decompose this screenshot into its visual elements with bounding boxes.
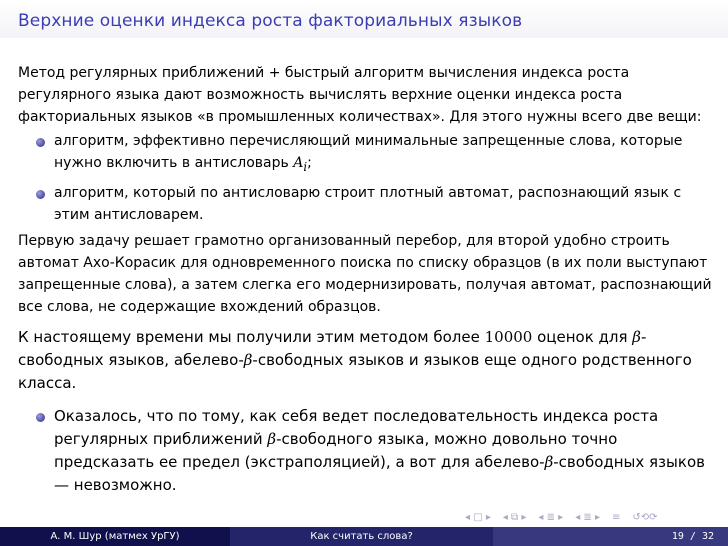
list-item (18, 405, 718, 497)
section-next-nav-button[interactable]: ◂ ≣ ▸ (575, 512, 600, 523)
bullet-icon (36, 190, 45, 199)
bullet2-part3: -свободных языков — невозможно. (54, 452, 705, 494)
align-icon[interactable]: ≡ (611, 512, 621, 523)
bullet-icon (36, 413, 45, 422)
bullet-icon (36, 138, 45, 147)
beta-symbol: β (544, 452, 554, 471)
slide-header (0, 0, 728, 38)
bullet-text: алгоритм, который по антисловарю строит плотный автомат, распознающий язык с этим антисловарем. (54, 184, 682, 223)
third-paragraph (18, 326, 718, 395)
bullet2-part1: Оказалось, что по тому, как себя ведет последовательность индекса роста регулярных приближений (54, 406, 659, 448)
para3-part2: оценок для (532, 327, 633, 346)
footer-author: А. М. Шур (матмех УрГУ) (0, 527, 230, 546)
bullet-tail: ; (307, 155, 312, 171)
para3-part4: -свободных языков и языков еще одного родственного класса. (18, 350, 692, 392)
beta-symbol: β (632, 327, 641, 346)
subsection-nav-button[interactable]: ◂ ⧉ ▸ (502, 512, 527, 523)
second-paragraph: Первую задачу решает грамотно организованный перебор, для второй удобно строить автомат Ахо-Корасик для одновременного поиска по списку образцов (в их поли выступают запрещенные слова), а затем слегка его модернизировать, получая автомат, распознающий все слова, не содержащие вхождений образцов. (18, 232, 712, 315)
beta-symbol: β (267, 429, 277, 448)
math-symbol: A (293, 155, 304, 171)
list-item (18, 182, 718, 226)
requirements-list (18, 130, 718, 226)
intro-paragraph: Метод регулярных приближений + быстрый алгоритм вычисления индекса роста регулярного языка дают возможность вычислять верхние оценки индекса роста факториальных языков «в промышленных количествах». Для этого нужны всего две вещи: (18, 65, 702, 125)
search-icon[interactable]: ↺⟲⟳ (632, 512, 658, 523)
slide-body (18, 62, 718, 501)
slide-footer (0, 527, 728, 546)
section-prev-nav-button[interactable]: ◂ ≣ ▸ (538, 512, 564, 523)
beta-symbol: β (243, 350, 253, 369)
footer-talk-title: Как считать слова? (230, 527, 493, 546)
frame-nav-button[interactable]: ◂ □ ▸ (465, 512, 491, 523)
list-item (18, 130, 718, 178)
bullet-text: алгоритм, эффективно перечисляющий минимальные запрещенные слова, которые нужно включить в антисловарь (54, 133, 683, 171)
bullet2-part2: -свободного языка, можно довольно точно предсказать ее предел (экстраполяцией), а вот для абелево- (54, 429, 618, 471)
math-subscript: i (303, 159, 308, 174)
beamer-navigation (465, 512, 658, 526)
para3-part1: К настоящему времени мы получили этим методом более (18, 327, 485, 346)
observation-list (18, 405, 718, 497)
footer-page-number: 19 / 32 (493, 527, 728, 546)
number-10000: 10000 (484, 327, 533, 346)
slide-title: Верхние оценки индекса роста факториальных языков (18, 11, 523, 31)
para3-part3: -свободных языков, абелево- (18, 327, 647, 369)
